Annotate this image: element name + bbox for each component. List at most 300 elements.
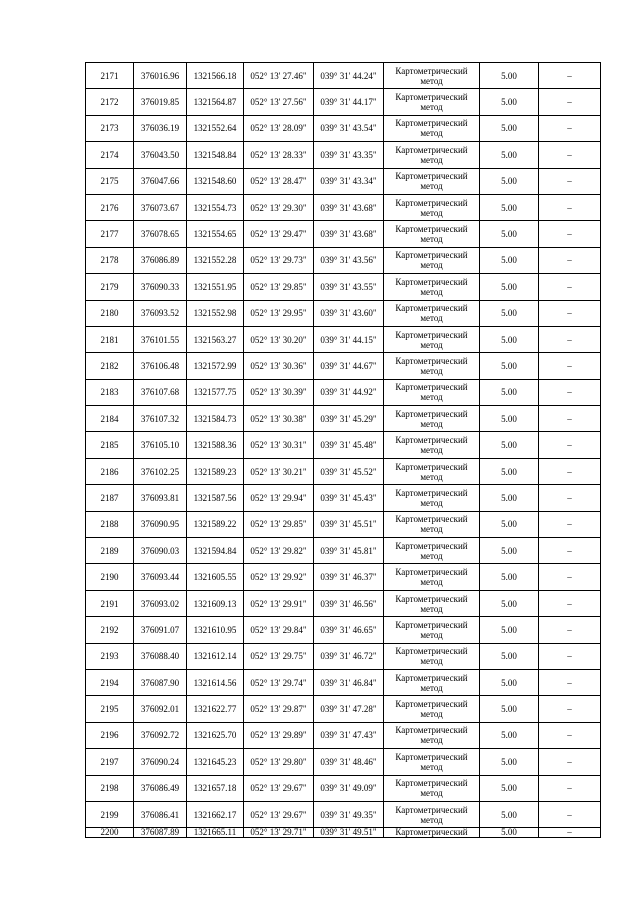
y-coordinate-cell: 1321612.14 — [187, 643, 244, 669]
point-number-cell: 2191 — [86, 590, 134, 616]
x-coordinate-cell: 376086.41 — [134, 801, 187, 827]
table-body — [86, 63, 601, 838]
point-number-cell: 2172 — [86, 89, 134, 115]
precision-cell: 5.00 — [480, 617, 539, 643]
method-text: Картометрический метод — [395, 303, 468, 324]
latitude-cell: 052° 13' 29.89" — [244, 722, 314, 748]
longitude-cell: 039° 31' 43.35" — [314, 142, 384, 168]
latitude-cell: 052° 13' 29.80" — [244, 749, 314, 775]
x-coordinate-cell: 376091.07 — [134, 617, 187, 643]
x-coordinate-cell: 376019.85 — [134, 89, 187, 115]
precision-cell: 5.00 — [480, 722, 539, 748]
precision-cell: 5.00 — [480, 406, 539, 432]
method-text: Картометрический метод — [395, 92, 468, 113]
precision-cell: 5.00 — [480, 564, 539, 590]
latitude-cell: 052° 13' 28.33" — [244, 142, 314, 168]
x-coordinate-cell: 376105.10 — [134, 432, 187, 458]
precision-cell: 5.00 — [480, 749, 539, 775]
method-text: Картометрический метод — [395, 514, 468, 535]
longitude-cell: 039° 31' 45.48" — [314, 432, 384, 458]
table-row — [86, 458, 601, 484]
latitude-cell: 052° 13' 29.84" — [244, 617, 314, 643]
method-text: Картометрический метод — [395, 435, 468, 456]
latitude-cell: 052° 13' 30.31" — [244, 432, 314, 458]
table-row — [86, 406, 601, 432]
method-text: Картометрический метод — [395, 487, 468, 508]
longitude-cell: 039° 31' 43.56" — [314, 247, 384, 273]
point-number-cell: 2189 — [86, 538, 134, 564]
description-cell: – — [539, 142, 601, 168]
point-number-cell: 2184 — [86, 406, 134, 432]
latitude-cell: 052° 13' 29.71" — [244, 828, 314, 838]
table-row — [86, 749, 601, 775]
method-cell — [384, 194, 480, 220]
table-row — [86, 247, 601, 273]
precision-cell: 5.00 — [480, 89, 539, 115]
latitude-cell: 052° 13' 29.75" — [244, 643, 314, 669]
description-cell: – — [539, 485, 601, 511]
y-coordinate-cell: 1321589.22 — [187, 511, 244, 537]
precision-cell: 5.00 — [480, 247, 539, 273]
point-number-cell: 2190 — [86, 564, 134, 590]
precision-cell: 5.00 — [480, 115, 539, 141]
method-cell — [384, 432, 480, 458]
description-cell: – — [539, 564, 601, 590]
method-text: Картометрический метод — [395, 65, 468, 86]
method-text: Картометрический метод — [395, 751, 468, 772]
point-number-cell: 2179 — [86, 274, 134, 300]
x-coordinate-cell: 376092.72 — [134, 722, 187, 748]
precision-cell: 5.00 — [480, 538, 539, 564]
longitude-cell: 039° 31' 46.72" — [314, 643, 384, 669]
description-cell: – — [539, 326, 601, 352]
x-coordinate-cell: 376078.65 — [134, 221, 187, 247]
latitude-cell: 052° 13' 29.82" — [244, 538, 314, 564]
y-coordinate-cell: 1321554.65 — [187, 221, 244, 247]
longitude-cell: 039° 31' 44.24" — [314, 63, 384, 89]
x-coordinate-cell: 376101.55 — [134, 326, 187, 352]
method-text: Картометрический метод — [395, 224, 468, 245]
longitude-cell: 039° 31' 46.65" — [314, 617, 384, 643]
table-row — [86, 89, 601, 115]
point-number-cell: 2197 — [86, 749, 134, 775]
method-cell — [384, 221, 480, 247]
point-number-cell: 2177 — [86, 221, 134, 247]
point-number-cell: 2171 — [86, 63, 134, 89]
method-cell — [384, 801, 480, 827]
table-row — [86, 142, 601, 168]
point-number-cell: 2196 — [86, 722, 134, 748]
y-coordinate-cell: 1321552.28 — [187, 247, 244, 273]
y-coordinate-cell: 1321554.73 — [187, 194, 244, 220]
longitude-cell: 039° 31' 43.60" — [314, 300, 384, 326]
precision-cell: 5.00 — [480, 63, 539, 89]
longitude-cell: 039° 31' 43.68" — [314, 194, 384, 220]
precision-cell: 5.00 — [480, 274, 539, 300]
longitude-cell: 039° 31' 45.43" — [314, 485, 384, 511]
latitude-cell: 052° 13' 29.95" — [244, 300, 314, 326]
table-row — [86, 379, 601, 405]
method-text: Картометрический метод — [395, 725, 468, 746]
table-row — [86, 722, 601, 748]
table-row — [86, 115, 601, 141]
description-cell: – — [539, 590, 601, 616]
y-coordinate-cell: 1321665.11 — [187, 828, 244, 838]
precision-cell: 5.00 — [480, 458, 539, 484]
y-coordinate-cell: 1321548.60 — [187, 168, 244, 194]
description-cell: – — [539, 89, 601, 115]
method-text: Картометрический метод — [395, 567, 468, 588]
method-cell — [384, 326, 480, 352]
point-number-cell: 2185 — [86, 432, 134, 458]
y-coordinate-cell: 1321625.70 — [187, 722, 244, 748]
longitude-cell: 039° 31' 49.09" — [314, 775, 384, 801]
y-coordinate-cell: 1321645.23 — [187, 749, 244, 775]
method-text: Картометрический — [395, 828, 468, 838]
y-coordinate-cell: 1321662.17 — [187, 801, 244, 827]
longitude-cell: 039° 31' 45.51" — [314, 511, 384, 537]
latitude-cell: 052° 13' 27.46" — [244, 63, 314, 89]
precision-cell: 5.00 — [480, 432, 539, 458]
precision-cell: 5.00 — [480, 696, 539, 722]
x-coordinate-cell: 376093.02 — [134, 590, 187, 616]
method-cell — [384, 142, 480, 168]
method-cell — [384, 511, 480, 537]
point-number-cell: 2195 — [86, 696, 134, 722]
description-cell: – — [539, 432, 601, 458]
method-cell — [384, 485, 480, 511]
point-number-cell: 2200 — [86, 828, 134, 838]
longitude-cell: 039° 31' 45.29" — [314, 406, 384, 432]
longitude-cell: 039° 31' 46.37" — [314, 564, 384, 590]
description-cell: – — [539, 247, 601, 273]
point-number-cell: 2174 — [86, 142, 134, 168]
latitude-cell: 052° 13' 29.47" — [244, 221, 314, 247]
x-coordinate-cell: 376087.90 — [134, 669, 187, 695]
y-coordinate-cell: 1321563.27 — [187, 326, 244, 352]
latitude-cell: 052° 13' 29.85" — [244, 511, 314, 537]
description-cell: – — [539, 274, 601, 300]
latitude-cell: 052° 13' 29.67" — [244, 801, 314, 827]
latitude-cell: 052° 13' 29.30" — [244, 194, 314, 220]
table-row — [86, 511, 601, 537]
description-cell: – — [539, 749, 601, 775]
method-text: Картометрический метод — [395, 672, 468, 693]
x-coordinate-cell: 376092.01 — [134, 696, 187, 722]
table-row — [86, 538, 601, 564]
precision-cell: 5.00 — [480, 326, 539, 352]
longitude-cell: 039° 31' 49.51" — [314, 828, 384, 838]
latitude-cell: 052° 13' 29.85" — [244, 274, 314, 300]
method-text: Картометрический метод — [395, 382, 468, 403]
method-cell — [384, 722, 480, 748]
x-coordinate-cell: 376088.40 — [134, 643, 187, 669]
description-cell: – — [539, 406, 601, 432]
method-text: Картометрический метод — [395, 778, 468, 799]
y-coordinate-cell: 1321609.13 — [187, 590, 244, 616]
y-coordinate-cell: 1321657.18 — [187, 775, 244, 801]
x-coordinate-cell: 376036.19 — [134, 115, 187, 141]
description-cell: – — [539, 63, 601, 89]
table-row — [86, 590, 601, 616]
method-text: Картометрический метод — [395, 171, 468, 192]
method-text: Картометрический метод — [395, 329, 468, 350]
method-text: Картометрический метод — [395, 144, 468, 165]
y-coordinate-cell: 1321587.56 — [187, 485, 244, 511]
precision-cell: 5.00 — [480, 801, 539, 827]
table-row — [86, 617, 601, 643]
x-coordinate-cell: 376107.32 — [134, 406, 187, 432]
x-coordinate-cell: 376043.50 — [134, 142, 187, 168]
method-cell — [384, 274, 480, 300]
table-row — [86, 643, 601, 669]
point-number-cell: 2199 — [86, 801, 134, 827]
x-coordinate-cell: 376090.03 — [134, 538, 187, 564]
description-cell: – — [539, 115, 601, 141]
precision-cell: 5.00 — [480, 775, 539, 801]
latitude-cell: 052° 13' 29.87" — [244, 696, 314, 722]
latitude-cell: 052° 13' 29.67" — [244, 775, 314, 801]
table-row — [86, 432, 601, 458]
method-cell — [384, 458, 480, 484]
latitude-cell: 052° 13' 29.74" — [244, 669, 314, 695]
table-row — [86, 168, 601, 194]
longitude-cell: 039° 31' 46.56" — [314, 590, 384, 616]
longitude-cell: 039° 31' 47.28" — [314, 696, 384, 722]
description-cell: – — [539, 168, 601, 194]
y-coordinate-cell: 1321588.36 — [187, 432, 244, 458]
method-text: Картометрический метод — [395, 619, 468, 640]
longitude-cell: 039° 31' 46.84" — [314, 669, 384, 695]
precision-cell: 5.00 — [480, 643, 539, 669]
x-coordinate-cell: 376093.52 — [134, 300, 187, 326]
y-coordinate-cell: 1321605.55 — [187, 564, 244, 590]
method-text: Картометрический метод — [395, 699, 468, 720]
longitude-cell: 039° 31' 43.54" — [314, 115, 384, 141]
method-cell — [384, 89, 480, 115]
method-text: Картометрический метод — [395, 276, 468, 297]
longitude-cell: 039° 31' 43.34" — [314, 168, 384, 194]
latitude-cell: 052° 13' 30.38" — [244, 406, 314, 432]
description-cell: – — [539, 538, 601, 564]
table-row — [86, 696, 601, 722]
method-cell — [384, 828, 480, 838]
y-coordinate-cell: 1321564.87 — [187, 89, 244, 115]
precision-cell: 5.00 — [480, 221, 539, 247]
y-coordinate-cell: 1321610.95 — [187, 617, 244, 643]
point-number-cell: 2186 — [86, 458, 134, 484]
precision-cell: 5.00 — [480, 379, 539, 405]
y-coordinate-cell: 1321589.23 — [187, 458, 244, 484]
point-number-cell: 2182 — [86, 353, 134, 379]
latitude-cell: 052° 13' 29.73" — [244, 247, 314, 273]
precision-cell: 5.00 — [480, 194, 539, 220]
table-row — [86, 63, 601, 89]
latitude-cell: 052° 13' 30.20" — [244, 326, 314, 352]
table-row — [86, 353, 601, 379]
longitude-cell: 039° 31' 47.43" — [314, 722, 384, 748]
longitude-cell: 039° 31' 43.68" — [314, 221, 384, 247]
longitude-cell: 039° 31' 45.52" — [314, 458, 384, 484]
method-cell — [384, 168, 480, 194]
y-coordinate-cell: 1321622.77 — [187, 696, 244, 722]
latitude-cell: 052° 13' 27.56" — [244, 89, 314, 115]
point-number-cell: 2198 — [86, 775, 134, 801]
method-cell — [384, 696, 480, 722]
method-text: Картометрический метод — [395, 118, 468, 139]
point-number-cell: 2175 — [86, 168, 134, 194]
x-coordinate-cell: 376086.49 — [134, 775, 187, 801]
table-row — [86, 300, 601, 326]
x-coordinate-cell: 376087.89 — [134, 828, 187, 838]
method-text: Картометрический метод — [395, 540, 468, 561]
description-cell: – — [539, 828, 601, 838]
description-cell: – — [539, 379, 601, 405]
description-cell: – — [539, 617, 601, 643]
method-cell — [384, 643, 480, 669]
y-coordinate-cell: 1321566.18 — [187, 63, 244, 89]
precision-cell: 5.00 — [480, 168, 539, 194]
description-cell: – — [539, 458, 601, 484]
method-cell — [384, 749, 480, 775]
longitude-cell: 039° 31' 44.92" — [314, 379, 384, 405]
method-text: Картометрический метод — [395, 355, 468, 376]
description-cell: – — [539, 696, 601, 722]
precision-cell: 5.00 — [480, 300, 539, 326]
description-cell: – — [539, 722, 601, 748]
method-cell — [384, 590, 480, 616]
x-coordinate-cell: 376086.89 — [134, 247, 187, 273]
method-cell — [384, 300, 480, 326]
x-coordinate-cell: 376090.33 — [134, 274, 187, 300]
longitude-cell: 039° 31' 44.15" — [314, 326, 384, 352]
description-cell: – — [539, 353, 601, 379]
method-text: Картометрический метод — [395, 593, 468, 614]
x-coordinate-cell: 376090.24 — [134, 749, 187, 775]
y-coordinate-cell: 1321552.64 — [187, 115, 244, 141]
description-cell: – — [539, 194, 601, 220]
point-number-cell: 2183 — [86, 379, 134, 405]
point-number-cell: 2194 — [86, 669, 134, 695]
latitude-cell: 052° 13' 29.94" — [244, 485, 314, 511]
point-number-cell: 2180 — [86, 300, 134, 326]
point-number-cell: 2192 — [86, 617, 134, 643]
latitude-cell: 052° 13' 30.21" — [244, 458, 314, 484]
method-text: Картометрический метод — [395, 804, 468, 825]
method-cell — [384, 353, 480, 379]
point-number-cell: 2193 — [86, 643, 134, 669]
longitude-cell: 039° 31' 49.35" — [314, 801, 384, 827]
table-row — [86, 194, 601, 220]
table-row — [86, 564, 601, 590]
y-coordinate-cell: 1321594.84 — [187, 538, 244, 564]
precision-cell: 5.00 — [480, 353, 539, 379]
latitude-cell: 052° 13' 29.92" — [244, 564, 314, 590]
y-coordinate-cell: 1321552.98 — [187, 300, 244, 326]
method-cell — [384, 617, 480, 643]
latitude-cell: 052° 13' 28.47" — [244, 168, 314, 194]
longitude-cell: 039° 31' 43.55" — [314, 274, 384, 300]
method-cell — [384, 669, 480, 695]
table-row — [86, 669, 601, 695]
description-cell: – — [539, 669, 601, 695]
latitude-cell: 052° 13' 29.91" — [244, 590, 314, 616]
table-row — [86, 274, 601, 300]
latitude-cell: 052° 13' 30.36" — [244, 353, 314, 379]
longitude-cell: 039° 31' 45.81" — [314, 538, 384, 564]
point-number-cell: 2187 — [86, 485, 134, 511]
precision-cell: 5.00 — [480, 828, 539, 838]
x-coordinate-cell: 376106.48 — [134, 353, 187, 379]
point-number-cell: 2173 — [86, 115, 134, 141]
x-coordinate-cell: 376102.25 — [134, 458, 187, 484]
precision-cell: 5.00 — [480, 590, 539, 616]
method-text: Картометрический метод — [395, 250, 468, 271]
precision-cell: 5.00 — [480, 511, 539, 537]
method-cell — [384, 247, 480, 273]
method-cell — [384, 406, 480, 432]
y-coordinate-cell: 1321572.99 — [187, 353, 244, 379]
method-text: Картометрический метод — [395, 197, 468, 218]
y-coordinate-cell: 1321577.75 — [187, 379, 244, 405]
latitude-cell: 052° 13' 28.09" — [244, 115, 314, 141]
description-cell: – — [539, 775, 601, 801]
table-row — [86, 801, 601, 827]
table-row — [86, 775, 601, 801]
point-number-cell: 2188 — [86, 511, 134, 537]
table-row — [86, 485, 601, 511]
precision-cell: 5.00 — [480, 142, 539, 168]
longitude-cell: 039° 31' 44.17" — [314, 89, 384, 115]
description-cell: – — [539, 221, 601, 247]
method-cell — [384, 379, 480, 405]
x-coordinate-cell: 376093.44 — [134, 564, 187, 590]
description-cell: – — [539, 300, 601, 326]
description-cell: – — [539, 643, 601, 669]
y-coordinate-cell: 1321548.84 — [187, 142, 244, 168]
coordinates-table — [85, 62, 601, 838]
method-text: Картометрический метод — [395, 646, 468, 667]
latitude-cell: 052° 13' 30.39" — [244, 379, 314, 405]
description-cell: – — [539, 801, 601, 827]
description-cell: – — [539, 511, 601, 537]
method-text: Картометрический метод — [395, 408, 468, 429]
table-row — [86, 326, 601, 352]
method-cell — [384, 775, 480, 801]
x-coordinate-cell: 376016.96 — [134, 63, 187, 89]
x-coordinate-cell: 376090.95 — [134, 511, 187, 537]
point-number-cell: 2178 — [86, 247, 134, 273]
table-row — [86, 828, 601, 838]
table-row — [86, 221, 601, 247]
method-cell — [384, 63, 480, 89]
method-text: Картометрический метод — [395, 461, 468, 482]
x-coordinate-cell: 376107.68 — [134, 379, 187, 405]
x-coordinate-cell: 376093.81 — [134, 485, 187, 511]
y-coordinate-cell: 1321614.56 — [187, 669, 244, 695]
point-number-cell: 2181 — [86, 326, 134, 352]
x-coordinate-cell: 376073.67 — [134, 194, 187, 220]
precision-cell: 5.00 — [480, 669, 539, 695]
method-cell — [384, 115, 480, 141]
longitude-cell: 039° 31' 48.46" — [314, 749, 384, 775]
longitude-cell: 039° 31' 44.67" — [314, 353, 384, 379]
x-coordinate-cell: 376047.66 — [134, 168, 187, 194]
precision-cell: 5.00 — [480, 485, 539, 511]
y-coordinate-cell: 1321551.95 — [187, 274, 244, 300]
y-coordinate-cell: 1321584.73 — [187, 406, 244, 432]
point-number-cell: 2176 — [86, 194, 134, 220]
